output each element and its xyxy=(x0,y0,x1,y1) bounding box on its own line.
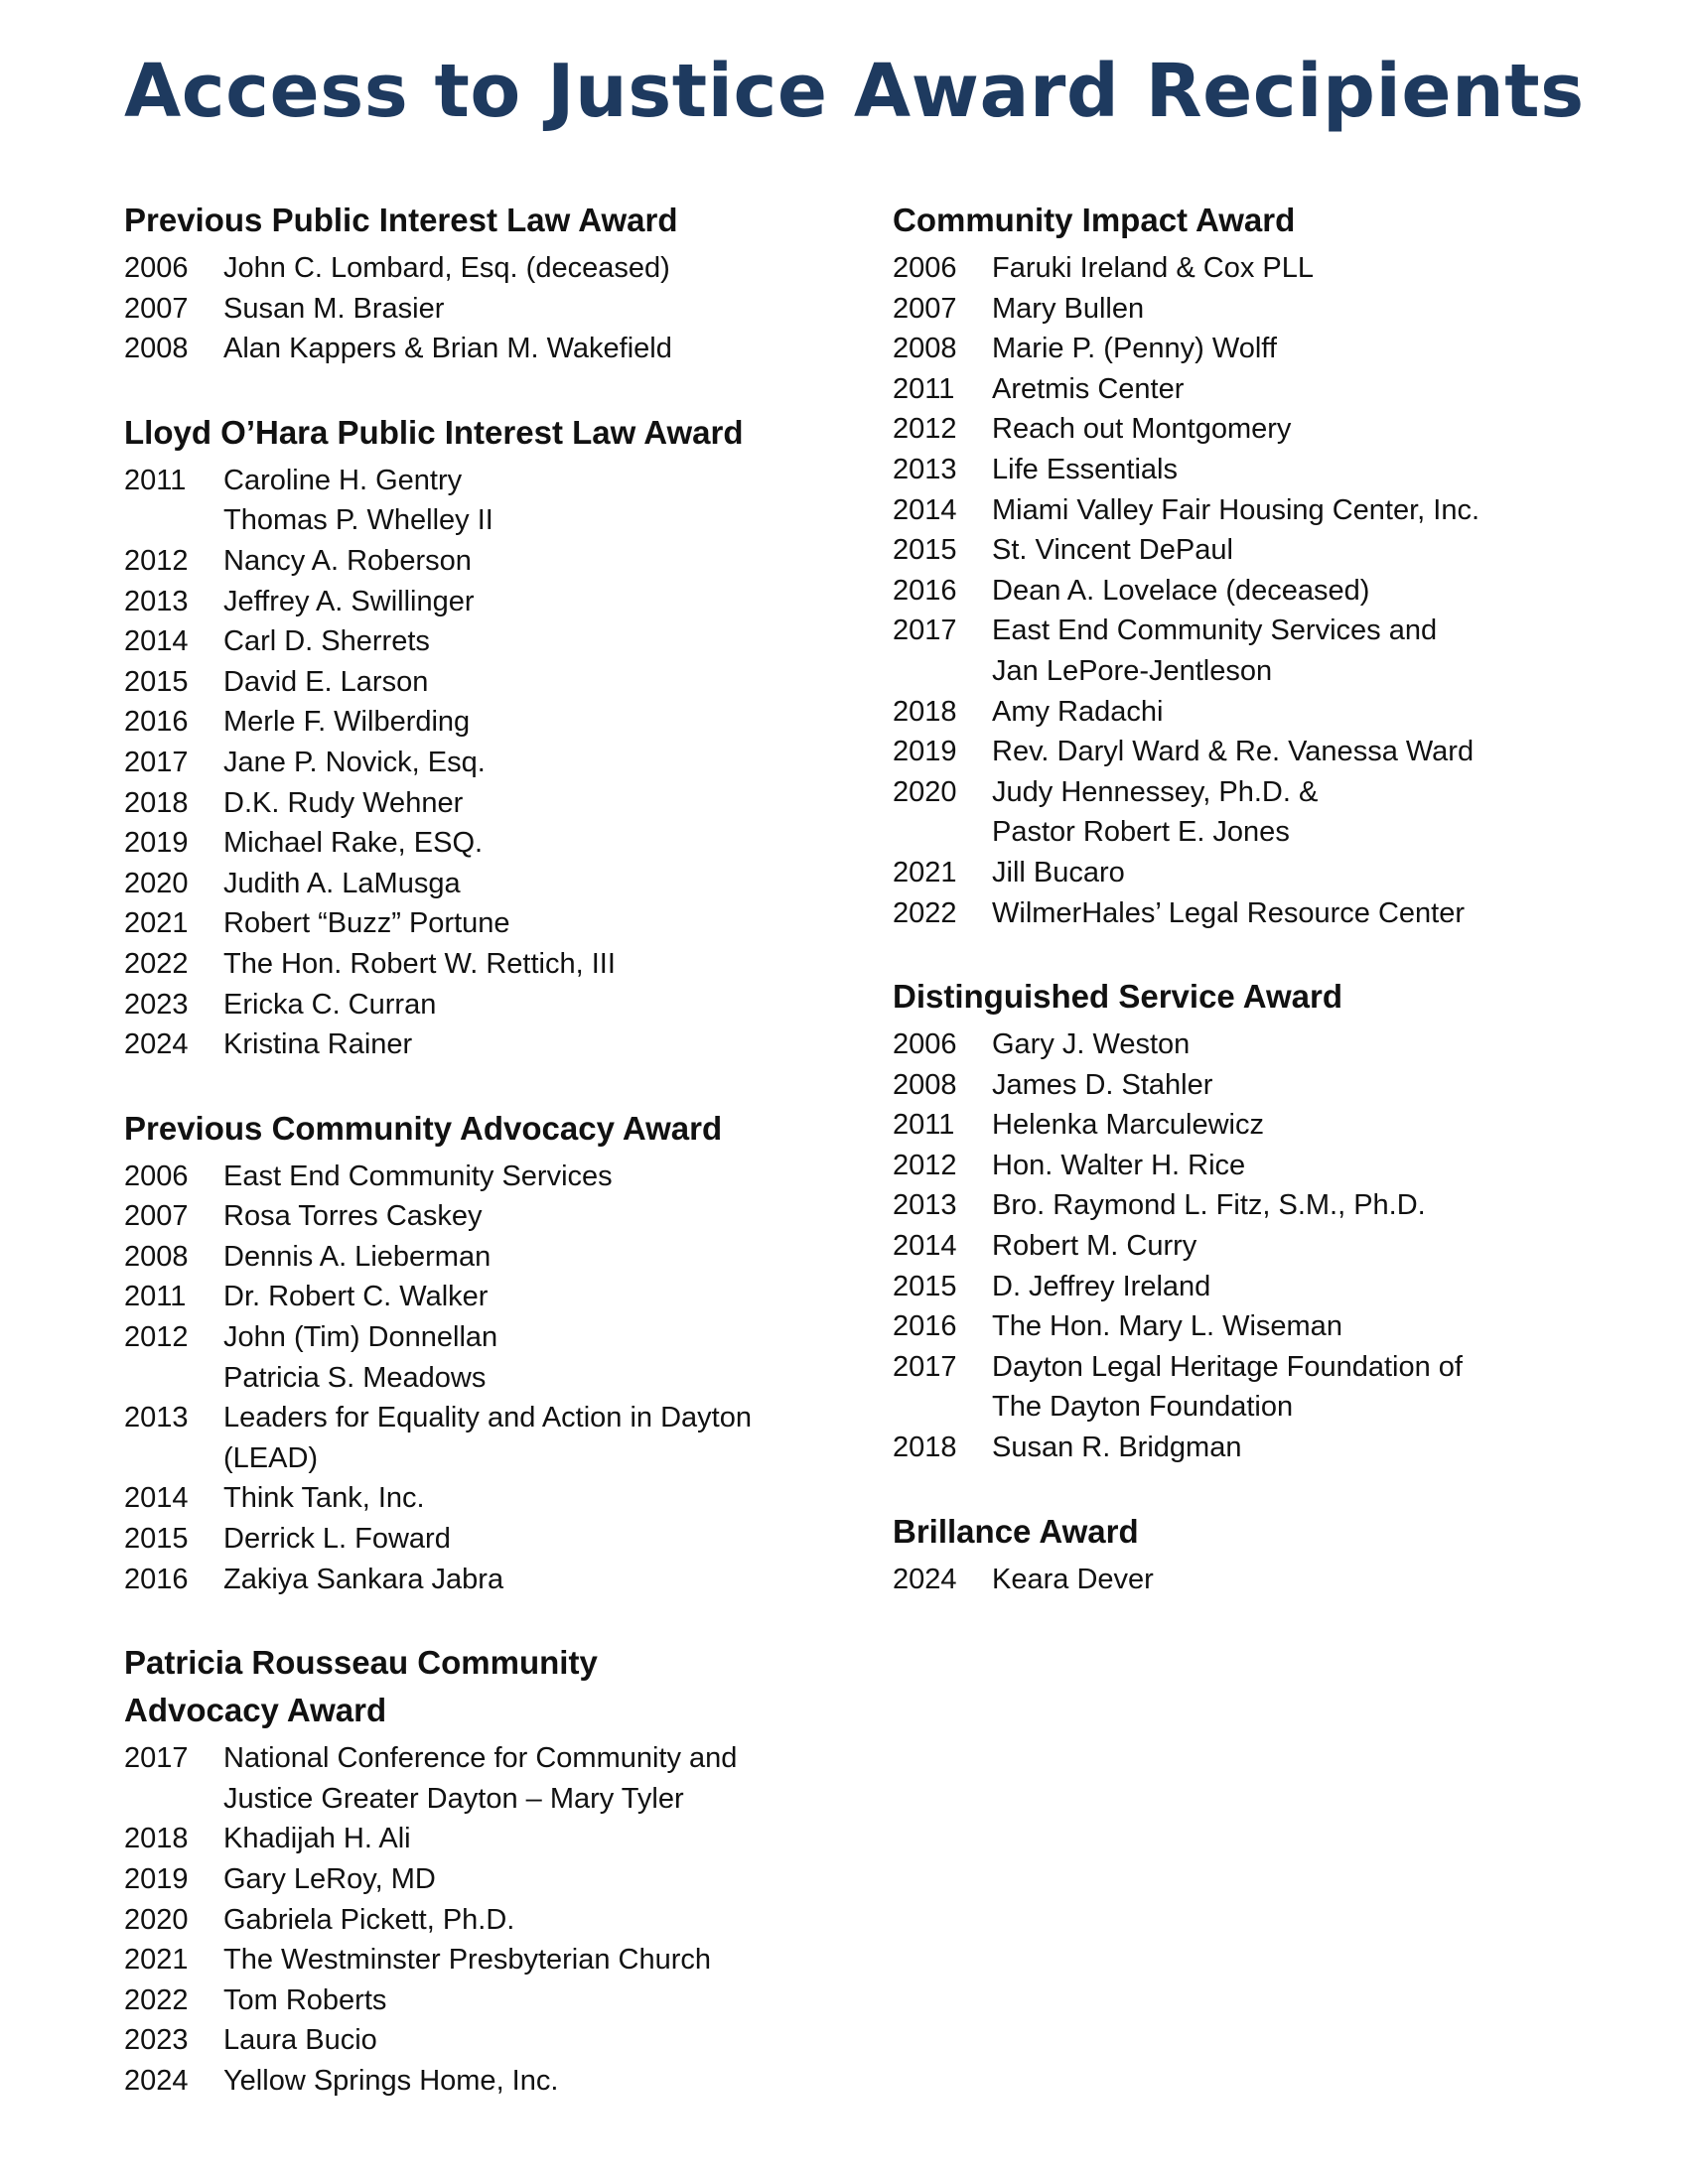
recipient-name xyxy=(992,571,1588,612)
award-entry xyxy=(893,490,1588,531)
recipient-line: Rev. Daryl Ward & Re. Vanessa Ward xyxy=(992,736,1475,768)
recipient-line: Yellow Springs Home, Inc. xyxy=(223,2064,559,2097)
recipient-name xyxy=(992,1560,1588,1600)
recipient-line: D.K. Rudy Wehner xyxy=(223,786,464,819)
award-entry xyxy=(893,450,1588,490)
recipient-name xyxy=(223,289,819,330)
section-title: Distinguished Service Award xyxy=(893,978,1342,1016)
award-entry xyxy=(124,2020,819,2061)
recipient-line: Alan Kappers & Brian M. Wakefield xyxy=(223,333,672,365)
recipient-line: Patricia S. Meadows xyxy=(223,1361,487,1394)
award-entry xyxy=(124,1859,819,1900)
award-year: 2008 xyxy=(893,333,957,365)
award-entry xyxy=(893,1146,1588,1186)
recipient-line: Dayton Legal Heritage Foundation of xyxy=(992,1350,1463,1383)
award-entry xyxy=(124,864,819,904)
recipient-name xyxy=(992,611,1588,691)
recipient-line: Pastor Robert E. Jones xyxy=(992,816,1290,849)
recipient-line: Bro. Raymond L. Fitz, S.M., Ph.D. xyxy=(992,1189,1426,1222)
recipient-name xyxy=(992,732,1588,772)
award-entry xyxy=(893,853,1588,893)
recipient-name xyxy=(992,1185,1588,1226)
award-year: 2012 xyxy=(124,544,189,577)
recipient-line: Hon. Walter H. Rice xyxy=(992,1149,1246,1181)
award-entry xyxy=(124,289,819,330)
recipient-line: Zakiya Sankara Jabra xyxy=(223,1563,504,1595)
recipient-line: The Dayton Foundation xyxy=(992,1391,1294,1424)
recipient-line: Faruki Ireland & Cox PLL xyxy=(992,252,1314,284)
award-entry xyxy=(124,541,819,582)
left-column xyxy=(124,197,819,2141)
recipient-line: Miami Valley Fair Housing Center, Inc. xyxy=(992,493,1480,526)
award-year: 2020 xyxy=(124,1903,189,1936)
recipient-line: Jane P. Novick, Esq. xyxy=(223,746,486,778)
recipient-name xyxy=(223,1317,819,1398)
recipient-line: Tom Roberts xyxy=(223,1983,387,2016)
award-entry xyxy=(893,329,1588,369)
award-year: 2007 xyxy=(124,292,189,325)
award-year: 2014 xyxy=(124,625,189,658)
award-year: 2007 xyxy=(124,1200,189,1233)
award-year: 2013 xyxy=(893,1189,957,1222)
recipient-line: David E. Larson xyxy=(223,665,429,698)
recipient-line: Gary LeRoy, MD xyxy=(223,1863,436,1895)
recipient-line: Judy Hennessey, Ph.D. & xyxy=(992,775,1319,808)
award-year: 2022 xyxy=(124,1983,189,2016)
award-year: 2021 xyxy=(124,1944,189,1977)
award-year: 2015 xyxy=(893,1270,957,1302)
award-entry xyxy=(893,289,1588,330)
section-title: Lloyd O’Hara Public Interest Law Award xyxy=(124,413,744,451)
recipient-name xyxy=(223,702,819,743)
award-entry xyxy=(124,823,819,864)
recipient-name xyxy=(223,864,819,904)
award-year: 2017 xyxy=(893,1350,957,1383)
award-entry xyxy=(893,772,1588,853)
recipient-name xyxy=(223,1519,819,1560)
award-entry xyxy=(893,409,1588,450)
award-year: 2006 xyxy=(893,252,957,284)
recipient-name xyxy=(223,541,819,582)
award-entry xyxy=(893,1267,1588,1307)
award-year: 2008 xyxy=(124,1240,189,1273)
recipient-line: The Westminster Presbyterian Church xyxy=(223,1944,712,1977)
section-title: Previous Public Interest Law Award xyxy=(124,202,678,238)
award-entry xyxy=(124,461,819,541)
award-entry xyxy=(124,621,819,662)
recipient-name xyxy=(223,1738,819,1819)
award-year: 2021 xyxy=(124,907,189,940)
recipient-line: East End Community Services and xyxy=(992,614,1438,647)
award-year: 2018 xyxy=(893,1432,957,1464)
award-year: 2011 xyxy=(893,1109,955,1142)
recipient-line: Life Essentials xyxy=(992,453,1178,485)
recipient-name xyxy=(223,1237,819,1278)
award-section-distinguished-service-award xyxy=(893,973,1588,1468)
award-year: 2008 xyxy=(124,333,189,365)
recipient-name xyxy=(992,490,1588,531)
award-entry xyxy=(124,1738,819,1819)
recipient-name xyxy=(992,530,1588,571)
award-year: 2015 xyxy=(124,1523,189,1556)
section-title: Previous Community Advocacy Award xyxy=(124,1109,723,1147)
award-entry xyxy=(893,248,1588,289)
award-year: 2015 xyxy=(893,534,957,567)
award-year: 2012 xyxy=(893,1149,957,1181)
recipient-name xyxy=(992,1347,1588,1428)
recipient-line: Merle F. Wilberding xyxy=(223,706,471,739)
award-year: 2011 xyxy=(124,464,187,496)
recipient-name xyxy=(992,692,1588,733)
recipient-line: Aretmis Center xyxy=(992,372,1185,405)
recipient-line: Kristina Rainer xyxy=(223,1028,413,1061)
recipient-name xyxy=(992,853,1588,893)
recipient-line: Leaders for Equality and Action in Dayton xyxy=(223,1402,752,1434)
award-year: 2024 xyxy=(124,2064,189,2097)
recipient-line: Think Tank, Inc. xyxy=(223,1482,425,1515)
award-entry xyxy=(893,1306,1588,1347)
award-entry xyxy=(893,1560,1588,1600)
recipient-line: Carl D. Sherrets xyxy=(223,625,430,658)
award-section-community-impact-award xyxy=(893,197,1588,933)
section-title-line: Patricia Rousseau Community xyxy=(124,1644,598,1682)
recipient-line: Laura Bucio xyxy=(223,2024,377,2057)
award-year: 2020 xyxy=(124,867,189,899)
award-year: 2020 xyxy=(893,775,957,808)
award-entry xyxy=(124,985,819,1025)
recipient-name xyxy=(992,1065,1588,1106)
award-year: 2024 xyxy=(893,1563,957,1595)
award-section-previous-public-interest-law-award xyxy=(124,197,819,369)
recipient-name xyxy=(223,1859,819,1900)
recipient-name xyxy=(223,621,819,662)
award-year: 2006 xyxy=(124,1160,189,1192)
recipient-line: The Hon. Robert W. Rettich, III xyxy=(223,947,616,980)
recipient-line: D. Jeffrey Ireland xyxy=(992,1270,1211,1302)
recipient-name xyxy=(992,369,1588,410)
award-year: 2014 xyxy=(893,1230,957,1263)
recipient-name xyxy=(223,1560,819,1600)
section-title xyxy=(124,1639,819,1734)
award-section-brillance-award xyxy=(893,1508,1588,1600)
recipient-name xyxy=(992,1024,1588,1065)
recipient-line: Reach out Montgomery xyxy=(992,413,1292,446)
award-entry xyxy=(124,1277,819,1317)
recipient-line: (LEAD) xyxy=(223,1441,319,1474)
recipient-line: Michael Rake, ESQ. xyxy=(223,827,484,860)
award-year: 2016 xyxy=(893,574,957,607)
award-entry xyxy=(124,783,819,824)
award-entry xyxy=(124,1317,819,1398)
award-year: 2019 xyxy=(893,736,957,768)
recipient-line: National Conference for Community and xyxy=(223,1742,738,1775)
award-entry xyxy=(893,1105,1588,1146)
award-entry xyxy=(893,571,1588,612)
award-year: 2019 xyxy=(124,1863,189,1895)
award-year: 2016 xyxy=(124,1563,189,1595)
recipient-name xyxy=(223,1900,819,1941)
award-section-patricia-rousseau-community-advocacy-award xyxy=(124,1639,819,2101)
award-year: 2023 xyxy=(124,988,189,1021)
recipient-line: Amy Radachi xyxy=(992,695,1164,728)
award-entry xyxy=(893,1347,1588,1428)
award-year: 2022 xyxy=(893,896,957,929)
award-year: 2012 xyxy=(893,413,957,446)
award-entry xyxy=(124,1900,819,1941)
recipient-name xyxy=(992,450,1588,490)
recipient-line: John (Tim) Donnellan xyxy=(223,1321,498,1354)
award-year: 2012 xyxy=(124,1321,189,1354)
recipient-line: Susan M. Brasier xyxy=(223,292,445,325)
award-year: 2011 xyxy=(893,372,955,405)
award-entry xyxy=(124,1237,819,1278)
recipient-name xyxy=(223,582,819,622)
award-year: 2023 xyxy=(124,2024,189,2057)
right-column xyxy=(893,197,1588,1639)
award-entry xyxy=(124,1157,819,1197)
recipient-name xyxy=(223,1478,819,1519)
recipient-line: East End Community Services xyxy=(223,1160,613,1192)
recipient-name xyxy=(223,329,819,369)
award-entry xyxy=(893,611,1588,691)
award-entry xyxy=(124,1980,819,2021)
award-year: 2015 xyxy=(124,665,189,698)
recipient-line: Jeffrey A. Swillinger xyxy=(223,585,475,617)
recipient-line: Gary J. Weston xyxy=(992,1028,1191,1061)
recipient-name xyxy=(992,893,1588,934)
award-year: 2014 xyxy=(124,1482,189,1515)
recipient-name xyxy=(992,772,1588,853)
award-year: 2013 xyxy=(893,453,957,485)
award-year: 2016 xyxy=(124,706,189,739)
award-entry xyxy=(124,1940,819,1980)
recipient-line: Rosa Torres Caskey xyxy=(223,1200,483,1233)
award-entry xyxy=(124,1024,819,1065)
award-entry xyxy=(124,2061,819,2102)
recipient-line: WilmerHales’ Legal Resource Center xyxy=(992,896,1465,929)
section-title-line: Advocacy Award xyxy=(124,1692,387,1729)
recipient-line: Judith A. LaMusga xyxy=(223,867,461,899)
recipient-name xyxy=(992,329,1588,369)
award-entry xyxy=(893,1024,1588,1065)
award-year: 2006 xyxy=(124,252,189,284)
recipient-name xyxy=(992,248,1588,289)
award-entry xyxy=(893,1226,1588,1267)
award-year: 2018 xyxy=(124,786,189,819)
recipient-name xyxy=(223,1398,819,1478)
recipient-line: Thomas P. Whelley II xyxy=(223,504,493,537)
recipient-line: Nancy A. Roberson xyxy=(223,544,472,577)
section-title: Brillance Award xyxy=(893,1512,1139,1550)
recipient-line: Jill Bucaro xyxy=(992,856,1125,888)
award-entry xyxy=(893,732,1588,772)
recipient-line: Marie P. (Penny) Wolff xyxy=(992,333,1277,365)
recipient-name xyxy=(223,903,819,944)
award-year: 2017 xyxy=(893,614,957,647)
award-year: 2019 xyxy=(124,827,189,860)
award-entry xyxy=(893,692,1588,733)
recipient-line: Gabriela Pickett, Ph.D. xyxy=(223,1903,515,1936)
recipient-line: Jan LePore-Jentleson xyxy=(992,654,1273,687)
award-entry xyxy=(124,903,819,944)
award-entry xyxy=(893,369,1588,410)
award-entry xyxy=(124,248,819,289)
recipient-name xyxy=(223,1277,819,1317)
recipient-name xyxy=(223,1819,819,1859)
recipient-name xyxy=(223,783,819,824)
award-year: 2022 xyxy=(124,947,189,980)
award-entry xyxy=(124,1398,819,1478)
recipient-name xyxy=(223,1196,819,1237)
recipient-line: St. Vincent DePaul xyxy=(992,534,1233,567)
award-entry xyxy=(124,1196,819,1237)
recipient-name xyxy=(992,1105,1588,1146)
recipient-name xyxy=(223,1157,819,1197)
recipient-name xyxy=(992,1267,1588,1307)
award-year: 2018 xyxy=(893,695,957,728)
award-entry xyxy=(124,662,819,703)
award-year: 2011 xyxy=(124,1281,187,1313)
award-entry xyxy=(124,1478,819,1519)
recipient-line: Ericka C. Curran xyxy=(223,988,437,1021)
award-entry xyxy=(893,530,1588,571)
recipient-name xyxy=(223,248,819,289)
recipient-name xyxy=(223,461,819,541)
award-entry xyxy=(124,1819,819,1859)
award-entry xyxy=(124,1560,819,1600)
recipient-name xyxy=(223,662,819,703)
recipient-line: Mary Bullen xyxy=(992,292,1145,325)
award-year: 2018 xyxy=(124,1823,189,1855)
award-section-lloyd-o-hara-public-interest-law-award xyxy=(124,409,819,1065)
recipient-line: Caroline H. Gentry xyxy=(223,464,463,496)
recipient-line: Khadijah H. Ali xyxy=(223,1823,411,1855)
recipient-name xyxy=(992,409,1588,450)
recipient-line: Robert “Buzz” Portune xyxy=(223,907,510,940)
recipient-name xyxy=(992,1306,1588,1347)
recipient-name xyxy=(223,2061,819,2102)
recipient-line: Dean A. Lovelace (deceased) xyxy=(992,574,1370,607)
award-entry xyxy=(893,1065,1588,1106)
recipient-line: Helenka Marculewicz xyxy=(992,1109,1264,1142)
award-year: 2007 xyxy=(893,292,957,325)
recipient-name xyxy=(992,1428,1588,1468)
recipient-line: Dennis A. Lieberman xyxy=(223,1240,492,1273)
award-year: 2021 xyxy=(893,856,957,888)
recipient-line: Justice Greater Dayton – Mary Tyler xyxy=(223,1782,684,1815)
award-year: 2016 xyxy=(893,1310,957,1343)
award-year: 2013 xyxy=(124,1402,189,1434)
recipient-line: Robert M. Curry xyxy=(992,1230,1197,1263)
award-entry xyxy=(124,329,819,369)
award-entry xyxy=(124,1519,819,1560)
award-entry xyxy=(893,893,1588,934)
recipient-name xyxy=(223,823,819,864)
recipient-name xyxy=(223,2020,819,2061)
award-year: 2013 xyxy=(124,585,189,617)
recipient-name xyxy=(992,289,1588,330)
recipient-line: James D. Stahler xyxy=(992,1068,1213,1101)
recipient-line: Susan R. Bridgman xyxy=(992,1432,1242,1464)
award-year: 2006 xyxy=(893,1028,957,1061)
award-year: 2024 xyxy=(124,1028,189,1061)
award-entry xyxy=(893,1185,1588,1226)
recipient-line: Derrick L. Foward xyxy=(223,1523,451,1556)
award-entry xyxy=(124,743,819,783)
section-title: Community Impact Award xyxy=(893,202,1296,238)
recipient-name xyxy=(223,944,819,985)
recipient-name xyxy=(223,985,819,1025)
award-entry xyxy=(124,944,819,985)
award-section-previous-community-advocacy-award xyxy=(124,1105,819,1600)
award-entry xyxy=(124,582,819,622)
recipient-line: John C. Lombard, Esq. (deceased) xyxy=(223,252,670,284)
page-title: Access to Justice Award Recipients xyxy=(124,49,1585,134)
recipient-name xyxy=(992,1226,1588,1267)
award-entry xyxy=(124,702,819,743)
recipient-name xyxy=(992,1146,1588,1186)
recipient-name xyxy=(223,743,819,783)
recipient-line: The Hon. Mary L. Wiseman xyxy=(992,1310,1342,1343)
award-year: 2014 xyxy=(893,493,957,526)
award-year: 2008 xyxy=(893,1068,957,1101)
award-entry xyxy=(893,1428,1588,1468)
recipient-name xyxy=(223,1940,819,1980)
award-year: 2017 xyxy=(124,1742,189,1775)
recipient-line: Dr. Robert C. Walker xyxy=(223,1281,489,1313)
recipient-name xyxy=(223,1980,819,2021)
award-year: 2017 xyxy=(124,746,189,778)
recipient-name xyxy=(223,1024,819,1065)
recipient-line: Keara Dever xyxy=(992,1563,1154,1595)
